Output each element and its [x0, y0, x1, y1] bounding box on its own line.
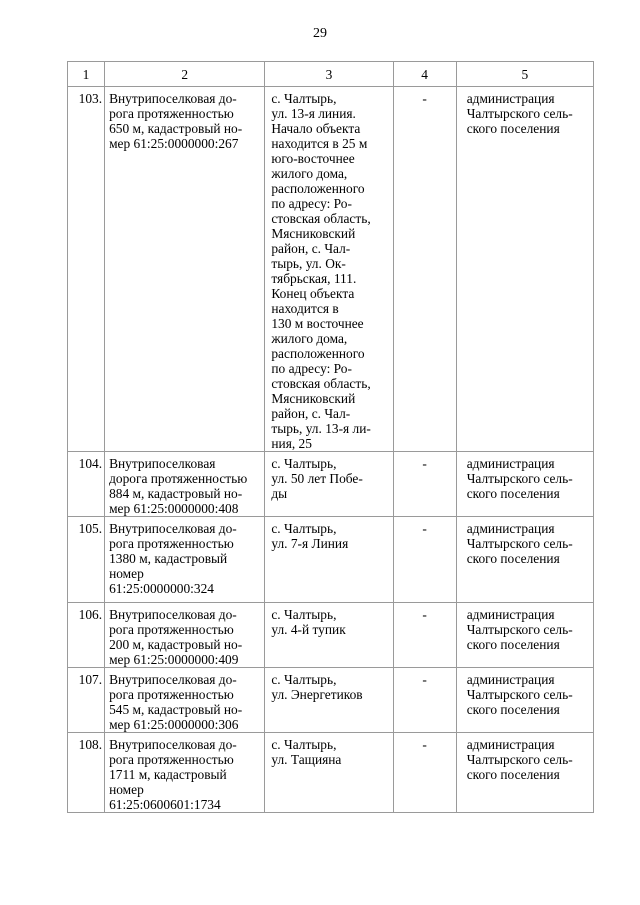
- cell-line: с. Чалтырь,: [271, 672, 337, 687]
- table-row: [68, 668, 594, 733]
- value-cell: -: [393, 87, 456, 452]
- value-cell: -: [393, 452, 456, 517]
- table-row: [68, 733, 594, 813]
- cell-line: ского поселения: [466, 767, 560, 782]
- cell-line: Чалтырского сель-: [466, 752, 573, 767]
- cell-line: Внутрипоселковая до-: [109, 91, 237, 106]
- cell-line: ского поселения: [466, 551, 560, 566]
- cell-line: ул. Тащияна: [271, 752, 342, 767]
- address-cell: [265, 668, 393, 733]
- cell-line: администрация: [466, 607, 555, 622]
- cell-line: рога протяженностью: [109, 622, 234, 637]
- cell-line: с. Чалтырь,: [271, 456, 337, 471]
- registry-table: [67, 61, 594, 813]
- cell-line: Внутрипоселковая: [109, 456, 216, 471]
- cell-line: район, с. Чал-: [271, 241, 351, 256]
- cell-line: 130 м восточнее: [271, 316, 364, 331]
- cell-line: Чалтырского сель-: [466, 471, 573, 486]
- cell-line: жилого дома,: [271, 331, 348, 346]
- cell-line: расположенного: [271, 346, 365, 361]
- row-number: 104.: [68, 452, 105, 517]
- cell-line: 61:25:0000000:324: [109, 581, 214, 596]
- cell-line: Чалтырского сель-: [466, 536, 573, 551]
- cell-line: 1380 м, кадастровый: [109, 551, 228, 566]
- cell-line: ского поселения: [466, 702, 560, 717]
- cell-line: администрация: [466, 737, 555, 752]
- cell-line: ды: [271, 486, 288, 501]
- cell-line: ул. 4-й тупик: [271, 622, 346, 637]
- cell-line: ул. 50 лет Побе-: [271, 471, 363, 486]
- cell-line: мер 61:25:0000000:409: [109, 652, 239, 667]
- cell-line: администрация: [466, 521, 555, 536]
- object-cell: [105, 517, 265, 603]
- owner-cell: [456, 452, 593, 517]
- cell-line: администрация: [466, 91, 555, 106]
- cell-line: стовская область,: [271, 376, 371, 391]
- cell-line: тырь, ул. Ок-: [271, 256, 346, 271]
- owner-cell: [456, 517, 593, 603]
- cell-line: 1711 м, кадастровый: [109, 767, 227, 782]
- row-number: 107.: [68, 668, 105, 733]
- address-cell: [265, 733, 393, 813]
- address-cell: [265, 452, 393, 517]
- cell-line: находится в: [271, 301, 339, 316]
- cell-line: стовская область,: [271, 211, 371, 226]
- cell-line: мер 61:25:0000000:306: [109, 717, 239, 732]
- row-number: 103.: [68, 87, 105, 452]
- cell-line: номер: [109, 566, 144, 581]
- cell-line: администрация: [466, 456, 555, 471]
- cell-line: Внутрипоселковая до-: [109, 521, 237, 536]
- value-cell: -: [393, 733, 456, 813]
- cell-line: тырь, ул. 13-я ли-: [271, 421, 371, 436]
- page-number: 29: [313, 26, 327, 41]
- cell-line: ул. Энергетиков: [271, 687, 363, 702]
- table-row: [68, 517, 594, 603]
- object-cell: [105, 733, 265, 813]
- cell-line: рога протяженностью: [109, 687, 234, 702]
- cell-line: 61:25:0600601:1734: [109, 797, 221, 812]
- cell-line: расположенного: [271, 181, 365, 196]
- cell-line: рога протяженностью: [109, 536, 234, 551]
- cell-line: по адресу: Ро-: [271, 196, 352, 211]
- cell-line: рога протяженностью: [109, 106, 234, 121]
- owner-cell: [456, 668, 593, 733]
- object-cell: [105, 668, 265, 733]
- cell-line: ния, 25: [271, 436, 312, 451]
- value-cell: -: [393, 517, 456, 603]
- cell-line: с. Чалтырь,: [271, 737, 337, 752]
- cell-line: мер 61:25:0000000:267: [109, 136, 239, 151]
- cell-line: 650 м, кадастровый но-: [109, 121, 243, 136]
- cell-line: тябрьская, 111.: [271, 271, 357, 286]
- cell-line: Чалтырского сель-: [466, 687, 573, 702]
- address-cell: [265, 603, 393, 668]
- owner-cell: [456, 733, 593, 813]
- object-cell: [105, 452, 265, 517]
- address-cell: [265, 87, 393, 452]
- header-row: [68, 62, 594, 87]
- cell-line: рога протяженностью: [109, 752, 234, 767]
- table-row: [68, 603, 594, 668]
- object-cell: [105, 603, 265, 668]
- cell-line: по адресу: Ро-: [271, 361, 352, 376]
- cell-line: район, с. Чал-: [271, 406, 351, 421]
- cell-line: ского поселения: [466, 121, 560, 136]
- cell-line: Начало объекта: [271, 121, 361, 136]
- cell-line: находится в 25 м: [271, 136, 368, 151]
- cell-line: с. Чалтырь,: [271, 91, 337, 106]
- cell-line: дорога протяженностью: [109, 471, 248, 486]
- cell-line: ского поселения: [466, 637, 560, 652]
- column-header: 5: [456, 62, 593, 87]
- cell-line: мер 61:25:0000000:408: [109, 501, 239, 516]
- cell-line: Мясниковский: [271, 226, 356, 241]
- cell-line: номер: [109, 782, 144, 797]
- cell-line: Внутрипоселковая до-: [109, 607, 237, 622]
- cell-line: ул. 7-я Линия: [271, 536, 349, 551]
- row-number: 105.: [68, 517, 105, 603]
- table-row: [68, 87, 594, 452]
- row-number: 108.: [68, 733, 105, 813]
- column-header: 2: [105, 62, 265, 87]
- cell-line: жилого дома,: [271, 166, 348, 181]
- owner-cell: [456, 87, 593, 452]
- cell-line: Внутрипоселковая до-: [109, 672, 237, 687]
- cell-line: с. Чалтырь,: [271, 607, 337, 622]
- value-cell: -: [393, 603, 456, 668]
- cell-line: 884 м, кадастровый но-: [109, 486, 243, 501]
- cell-line: Мясниковский: [271, 391, 356, 406]
- cell-line: ул. 13-я линия.: [271, 106, 356, 121]
- column-header: 4: [393, 62, 456, 87]
- cell-line: ского поселения: [466, 486, 560, 501]
- cell-line: с. Чалтырь,: [271, 521, 337, 536]
- cell-line: Чалтырского сель-: [466, 106, 573, 121]
- cell-line: 200 м, кадастровый но-: [109, 637, 243, 652]
- object-cell: [105, 87, 265, 452]
- column-header: 3: [265, 62, 393, 87]
- column-header: 1: [68, 62, 105, 87]
- address-cell: [265, 517, 393, 603]
- cell-line: Внутрипоселковая до-: [109, 737, 237, 752]
- value-cell: -: [393, 668, 456, 733]
- row-number: 106.: [68, 603, 105, 668]
- cell-line: администрация: [466, 672, 555, 687]
- cell-line: юго-восточнее: [271, 151, 355, 166]
- cell-line: Конец объекта: [271, 286, 355, 301]
- cell-line: Чалтырского сель-: [466, 622, 573, 637]
- owner-cell: [456, 603, 593, 668]
- table-row: [68, 452, 594, 517]
- cell-line: 545 м, кадастровый но-: [109, 702, 243, 717]
